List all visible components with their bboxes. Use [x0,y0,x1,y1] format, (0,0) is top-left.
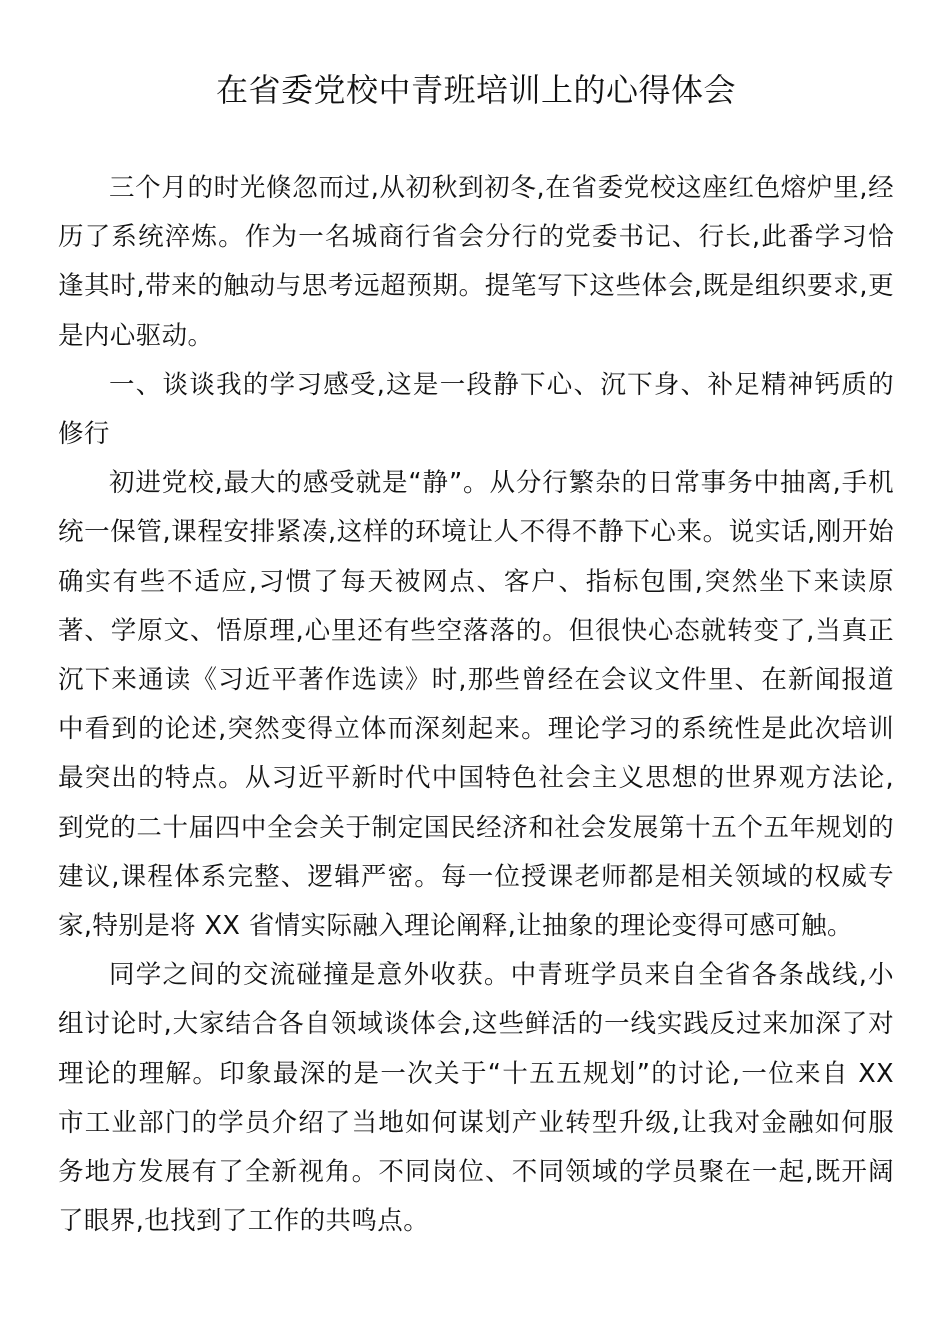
paragraph-intro: 三个月的时光倏忽而过,从初秋到初冬,在省委党校这座红色熔炉里,经历了系统淬炼。作为一名城商行省会分行的党委书记、行长,此番学习恰逢其时,带来的触动与思考远超预期。提笔写下这些体会,既是组织要求,更是内心驱动。 [58,173,894,351]
paragraph-classmate-exchange: 同学之间的交流碰撞是意外收获。中青班学员来自全省各条战线,小组讨论时,大家结合各自领域谈体会,这些鲜活的一线实践反过来加深了对理论的理解。印象最深的是一次关于“十五五规划”的讨论,一位来自 XX 市工业部门的学员介绍了当地如何谋划产业转型升级,让我对金融如何服务地方发展有了全新视角。不同岗位、不同领域的学员聚在一起,既开阔了眼界,也找到了工作的共鸣点。 [58,960,894,1237]
section-heading-1: 一、谈谈我的学习感受,这是一段静下心、沉下身、补足精神钙质的修行 [58,369,894,450]
document-title: 在省委党校中青班培训上的心得体会 [215,71,736,109]
paragraph-study-feeling: 初进党校,最大的感受就是“静”。从分行繁杂的日常事务中抽离,手机统一保管,课程安排紧凑,这样的环境让人不得不静下心来。说实话,刚开始确实有些不适应,习惯了每天被网点、客户、指标包围,突然坐下来读原著、学原文、悟原理,心里还有些空落落的。但很快心态就转变了,当真正沉下来通读《习近平著作选读》时,那些曾经在会议文件里、在新闻报道中看到的论述,突然变得立体而深刻起来。理论学习的系统性是此次培训最突出的特点。从习近平新时代中国特色社会主义思想的世界观方法论,到党的二十届四中全会关于制定国民经济和社会发展第十五个五年规划的建议,课程体系完整、逻辑严密。每一位授课老师都是相关领域的权威专家,特别是将 XX 省情实际融入理论阐释,让抽象的理论变得可感可触。 [58,468,894,942]
document-body [58,164,894,1246]
